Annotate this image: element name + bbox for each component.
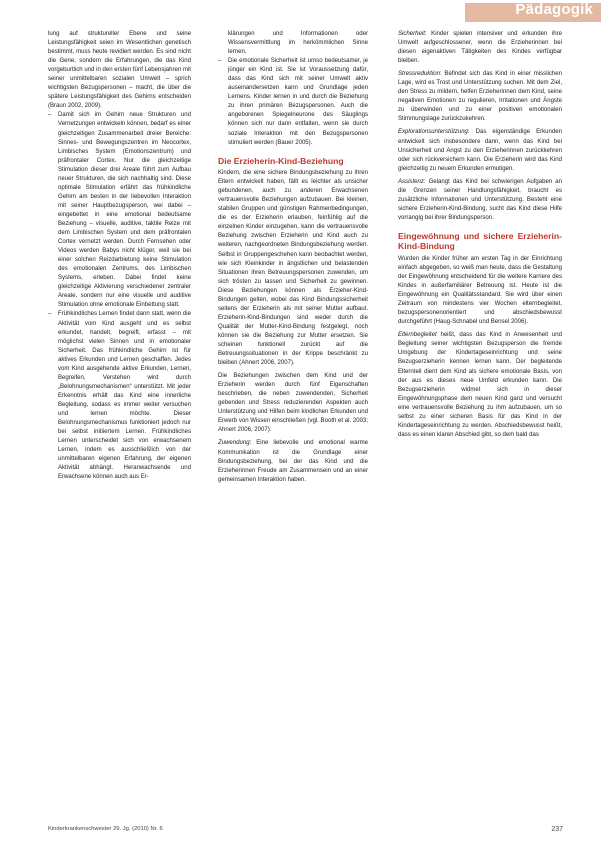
paragraph xyxy=(218,439,368,484)
bullet-list xyxy=(218,57,368,147)
paragraph-text: : Das eigenständige Erkunden entwickelt sich insbesondere dann, wenn das Kind bei Unsicherheit und Angst zu den Erzieherinnen zurückkehren oder sich rückversichern kann. Die Erzieherin wird das Kind gleichzeitig zu neuem Erkunden ermutigen. xyxy=(398,129,562,172)
term: Elternbegleitet xyxy=(398,332,437,339)
section-heading: Eingewöhnung und sichere Erzieherin-Kind-Bindung xyxy=(398,230,562,252)
column-2 xyxy=(218,30,368,485)
paragraph xyxy=(398,70,562,124)
paragraph: Wurden die Kinder früher am ersten Tag in der Einrichtung einfach abgegeben, so weiß man heute, dass die Gestaltung der Eingewöhnung entscheidend für die weitere Karriere des Kindes in außerfamiliärer Betreuung ist. Heute ist die Eingewöhnung ein Qualitätsstandard. Sie wird über einen Zeitraum von mindestens vier Wochen elternbegleitet, bezugspersonenorientiert und abschiedsbewusst durchgeführt (Haug-Schnabel und Bensel 2006). xyxy=(398,255,562,326)
dash-bullet: – xyxy=(48,112,52,119)
term: Assistenz xyxy=(398,178,424,185)
paragraph-text: : Befindet sich das Kind in einer misslichen Lage, wird es Trost und Unterstützung suchen. Mit dem Ziel, den Stress zu mildern, helfen Erzieherinnen dem Kind, seine negativen Emotionen zu regulieren, Irritationen und Ängste zu überwinden und zu einer positiven emotionalen Stimmungslage zurückzukehren. xyxy=(398,71,562,123)
column-3 xyxy=(398,30,562,440)
paragraph xyxy=(398,331,562,440)
list-item xyxy=(48,310,191,482)
section-heading: Die Erzieherin-Kind-Beziehung xyxy=(218,155,344,166)
term: Sicherheit xyxy=(398,31,425,37)
paragraph-text: : Eine liebevolle und emotional warme Kommunikation ist die Grundlage einer Bindungsbeziehung, bei der das Kind und die Erzieherinnen Freude am Zusammensein und an einer gemeinsamen Interaktion haben. xyxy=(218,440,368,483)
page-number: 237 xyxy=(551,826,563,833)
journal-footer: Kinderkrankenschwester 29. Jg. (2010) Nr. 6 xyxy=(48,826,163,832)
page-header xyxy=(0,0,601,24)
bullet-list xyxy=(48,111,191,482)
paragraph-text: heißt, dass das Kind in Anwesenheit und Begleitung seiner wichtigsten Bezugsperson die fremde Umgebung der Kindertageseinrichtung und seine Bezugserzieherin kennen lernen kann. Der begleitende Elternteil dient dem Kind als sichere emotionale Basis, von der aus es dieses neue Umfeld erkunden kann. Die Bezugserzieherin widmet sich in dieser Eingewöhnungsphase dem neuen Kind ganz und versucht eine vertrauensvolle Beziehung zu ihm aufzubauen, um so selbst zu einer sicheren Basis für das Kind in der Kindertageseinrichtung zu werden. Abschiedsbewusst heißt, dass es einen klaren Abschied gibt, so dem bald das xyxy=(398,332,562,438)
list-item-text: Frühkindliches Lernen findet dann statt, wenn die Aktivität vom Kind ausgeht und es selbst erkundet, handelt, begreift, erfasst – mit möglichst vielen Sinnen und in emotionaler Sicherheit. Das frühkindliche Gehirn ist für aktives Erkunden und Lernen geschaffen. Jedes vom Kind ausgehende aktive Erkunden, Lernen, Begreifen, Verstehen wird durch „Belohnungsmechanismen“ unterstützt. Mit jeder Erkenntnis erhält das Kind eine innerliche Begleitung, sodass es immer weiter versuchen und lernen möchte. Dieser Belohnungsmechanismus funktioniert jedoch nur bei selbst initiiertem Lernen. Frühkindliches Lernen unterscheidet sich von erwachsenem Lernen, indem es ausschließlich von der unmittelbaren eigenen Erfahrung, der eigenen Aktivität abhängt. Heranwachsende und Erwachsene können auch aus Er- xyxy=(58,311,191,481)
paragraph: Kindern, die eine sichere Bindungsbeziehung zu ihren Eltern entwickelt haben, fällt es leichter als unsicher gebundenen, auch zu anderen Erwachsenen vertrauensvolle Beziehungen aufzubauen. Bei kleinen, stabilen Gruppen und günstigen Rahmenbedingungen, die es der Erzieherin erlauben, feinfühlig auf die einzelnen Kinder einzugehen, kann die vertrauensvolle Beziehung zwischen Erzieherin und Kind auch zu weiteren, nachgeordneten Bindungsbeziehung werden. Selbst in Gruppengeschehen kann beobachtet werden, wie sich Kleinkinder in ängstlichen und belastenden Situationen ihren Betreuungspersonen zuwenden, um sich trösten zu lassen und Sicherheit zu gewinnen. Diese Beziehungen können als Erzieher-Kind-Bindungen gelten, wobei das Kind Bindungssicherheit seitens der Erzieherin als mit seiner Mutter aufbaut. Erzieherin-Kind-Bindungen sind weder durch die Qualität der Mutter-Kind-Bindung festgelegt, noch können sie die Beziehung zur Mutter ersetzen. Sie scheinen funktionell zurückt auf die Betreuungssituationen in der Krippe beschränkt zu bleiben (Ahnert 2006, 2007). xyxy=(218,170,368,367)
paragraph-text: : Gelangt das Kind bei schwierigen Aufgaben an die Grenzen seiner Handlungsfähigkeit, braucht es zusätzliche Informationen und Unterstützung. Besteht eine sichere Erzieherin-Kind-Bindung, sucht das Kind diese Hilfe vorrangig bei ihrer Bindungsperson. xyxy=(398,178,562,221)
term: Stressreduktion xyxy=(398,71,441,78)
section-title: Pädagogik xyxy=(515,1,593,18)
term: Explorationsunterstützung xyxy=(398,129,468,136)
list-item-text: Damit sich im Gehirn neue Strukturen und Vernetzungen entwickeln können, bedarf es einer gleichzeitigen Zusammenarbeit dreier Bereiche: Sinnes- und Bewegungszentren im Neocortex, Limbisches System (Emotionszentrum) und präfrontaler Cortex. Nur die gleichzeitige Stimulation dieser drei Areale führt zum Aufbau neuer Strukturen, die sich nachhaltig sind. Diese optimale Stimulation erfährt das frühkindliche Gehirn am besten in der liebevollen Interaktion mit seiner Hauptbezugsperson, wei dabei – eingebettet in eine emotional bedeutsame Beziehung – visuelle, auditive, taktile Reize mit dem Limbischen System und dem präfrontalen Cortex vernetzt werden. Durch Fernsehen oder Videos werden Babys nicht klüger, weil sie bei einer solchen Reizdarbietung keine Stimulation des emotionalen Zentrums, des Limbischen Systems, erleben. Dabei findet keine gleichzeitige Aktivierung verschiedener zentraler Areale, sondern nur eine visuelle und auditive Stimulation ohne emotionale Einbettung statt. xyxy=(58,112,191,309)
paragraph xyxy=(398,30,562,66)
dash-bullet: – xyxy=(48,311,52,318)
paragraph: Die Beziehungen zwischen dem Kind und der Erzieherin werden durch fünf Eigenschaften beschrieben, die neben zuwendenden, Sicherheit gebenden und Stress reduzierenden Aspekten auch Unterstützung und Hilfen beim kindlichen Erkunden und Erwerb von Wissen einschließen (vgl. Booth et al. 2003; Ahnert 2006, 2007): xyxy=(218,373,368,434)
dash-bullet: – xyxy=(218,58,222,65)
list-item-text: Die emotionale Sicherheit ist umso bedeutsamer, je jünger ein Kind ist. Sie ist Voraussetzung dafür, dass das Kind sich mit seiner Umwelt aktiv auseinandersetzen kann und Grundlage jeden Lernens. Kinder lernen in und durch die Beziehung zu ihren primären Bezugspersonen. Auch die angeborenen Spiegelneurone des Säuglings können sich nur dann entfalten, wenn sie durch soziale Interaktion mit den Bezugspersonen stimuliert werden (Bauer 2005). xyxy=(228,58,368,146)
list-item xyxy=(218,57,368,147)
list-item xyxy=(48,111,191,310)
term: Zuwendung xyxy=(218,440,250,447)
paragraph xyxy=(398,178,562,223)
paragraph: klärungen und Informationen oder Wissensvermittlung im herkömmlichen Sinne lernen. xyxy=(228,31,368,56)
column-1 xyxy=(48,30,191,482)
paragraph xyxy=(398,128,562,173)
paragraph: lung auf struktureller Ebene und seine Leistungsfähigkeit seien im Wesentlichen genetisch bestimmt, muss heute revidiert werden. Es sind nicht die Gene, sondern die Erfahrungen, die das Kind vorgeburtlich und in den ersten fünf Lebensjahren mit seiner unmittelbaren sozialen Umwelt – sprich wichtigsten Bezugspersonen – macht, die über die spätere Leistungsfähigkeit des Gehirns entscheiden (Braun 2002, 2009). xyxy=(48,31,191,110)
paragraph-text: : Kinder spielen intensiver und erkunden ihre Umwelt aufgeschlossener, wenn die Erzieherinnen bei diesen eigenaktiven Tätigkeiten des Kindes verfügbar bleiben. xyxy=(398,31,562,65)
